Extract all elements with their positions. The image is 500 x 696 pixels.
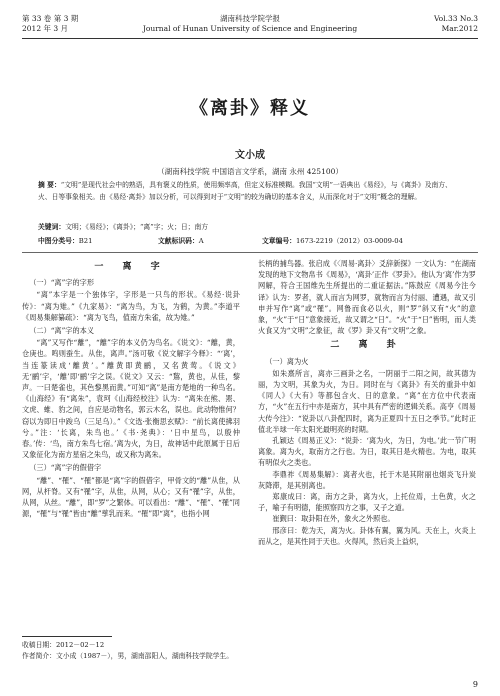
article-author: 文小成	[235, 150, 265, 161]
subsection-heading: （三）“离”字的假借字	[29, 463, 102, 473]
abstract	[38, 180, 462, 203]
header-journal	[22, 14, 478, 34]
keywords-text: 文明；《易经》；《离卦》；“离”字；火；日；南方	[65, 223, 209, 231]
keywords-label: 关键词：	[38, 223, 66, 231]
page-number: 9	[472, 680, 478, 689]
section-heading-2: 二 离 卦	[330, 340, 404, 351]
clc-label: 中图分类号：	[38, 237, 79, 245]
footnotes	[22, 640, 240, 662]
clc-block	[38, 236, 158, 247]
article-id-block	[262, 236, 403, 247]
header-month-year: Mar.2012	[441, 24, 478, 33]
doc-label: 文献标识码：	[158, 237, 199, 245]
body-column-right	[258, 258, 476, 547]
keywords	[38, 222, 462, 233]
author-affiliation: （湖南科技学院 中国语言文学系，湖南 永州 425100）	[157, 167, 343, 176]
doc-block	[158, 236, 262, 247]
body-column-left	[22, 258, 240, 519]
subsection-heading: （一）离为火	[265, 356, 309, 366]
article-title: 《离卦》释义	[190, 98, 310, 119]
paragraph: 李鼎祚《周易集解》：离者火也，托于木是其附丽也烟炎飞升炭灰降滞，是其别离也。	[258, 469, 476, 490]
paragraph: 孔颖达《周易正义》：“说卦：‘离为火，为日，为电。’此一节广明离象。离为火，取南方之行也。为日，取其日是火精也。为电，取其有明似火之类也。	[258, 436, 476, 468]
article-id-value: 1673-2219（2012）03-0009-04	[295, 237, 403, 245]
paragraph: 如朱熹所言，离亦三画卦之名，一阴丽于二阳之间，故其德为丽，为文明，其象为火，为日。同时在与《离卦》有关的重卦中如《同人》《大有》等都包含火、日的意象。“离”在方位中代表南方，“火”在五行中亦是南方，其中具有严密的逻辑关系。高亨《周易大传今注》：“说卦以八卦配四时，离为正夏四十五日之季节。”此时正值北半球一年太阳光最明亮的时期。	[258, 368, 476, 434]
header-date: 2012 年 3 月	[22, 24, 69, 33]
header-journal-cn: 湖南科技学院学报	[220, 14, 280, 23]
header-vol-en	[434, 14, 478, 34]
received-date-note	[22, 640, 240, 651]
header-vol-no: Vol.33 No.3	[433, 14, 478, 23]
author-bio-note	[22, 651, 240, 662]
paragraph: 邢彦曰：乾为天，离为火。卦体有翼，翼为风。天在上，火炎上而从之，是其性同于天也。火得风，然后炎上益炽，	[258, 525, 476, 546]
subsection-heading: （一）“离”字的字形	[29, 278, 95, 288]
classification-line	[38, 236, 462, 247]
paragraph: “离”本字是一个独体字，字形是一只鸟的形状。《易经·说卦传》：“离为雉。”《九家易》：“离为鸟，为飞，为鹤，为黄。”李道平《周易集解纂疏》：“离为飞鸟，值南方朱雀，故为雉。”	[22, 290, 240, 322]
subsection-heading: （二）“离”字的本义	[29, 326, 95, 336]
bio-label: 作者简介：	[22, 652, 56, 660]
doc-value: A	[198, 237, 204, 245]
received-label: 收稿日期：	[22, 641, 56, 649]
received-date: 2012－02－12	[55, 641, 105, 649]
header-divider	[22, 38, 478, 39]
article-id-label: 文章编号：	[262, 237, 296, 245]
paragraph: 崔觐曰：取卦阳在外，象火之外照也。	[272, 514, 395, 524]
section-heading-1: 一 离 字	[94, 262, 168, 272]
paragraph: 长柄的捕鸟器。张启成《〈周易·离卦〉爻辞新探》一文认为：“在湖南发现的地下文物帛书《周易》，‘离卦’正作《罗卦》。他认为‘离’作为罗网解，符合王国维先生所提出的二重证据法。”陈鼓应《周易今注今译》认为：罗者，就人而言为网罗，就物而言为付丽、遭遇，故又引申并写作“离”或“罹”。网鲁而食必以火，则“罗”斜又有“火”的意象，“火”于“日”意象接近，故又谓之“日”。“火”于“日”皆明，而人类火食又为“文明”之象征，故《罗》卦又有“文明”之象。	[258, 259, 476, 336]
bio-text: 文小成（1987－），男，湖南邵阳人，湖南科技学院学生。	[55, 652, 234, 660]
paragraph: “离”又写作“離”，“離”字的本义仍为鸟名。《说文》：“離，黄，仓庚也。鸣则蚕生。从隹，离声。”汤可敬《说文解字今释》：“‘离’，当连篆读成‘離黄’。”離黄即黄鹂，又名黄莺。《说文》无‘鹂’字，‘離’即‘鹂’字之误。《说文》又云：“鵹，黄也，从佳，黎声。一曰楚雀也，其色黎黑而黄。”可知“离”是南方楚地的一种鸟名。《山海经》有“离朱”，袁珂《山海经校注》认为：“离朱在熊、罴、文虎、蜼、豹之间，自应是动物名，郭云木名，误也。此动物惟何？窃以为即日中踆乌（三足乌）。”《文选·张衡思玄赋》：“前长离使拂羽兮。”注：‘长离，朱鸟也。’《书·尧典》：‘日中星鸟，以殷仲春。’传：‘鸟，南方朱鸟七宿。’离为火，为日，故神话中此原属于日后又象征化为南方星宿之朱鸟，或又称为离朱。	[22, 338, 240, 460]
header-journal-en: Journal of Hunan University of Science and Engineering	[142, 24, 358, 33]
clc-value: B21	[78, 237, 93, 245]
abstract-label: 摘 要：	[38, 181, 61, 189]
paragraph: 郑康成曰：离，南方之卦，离为火，上托位焉，土色黄，火之子，喻子有明德，能照察四方之事，又子之道。	[258, 492, 476, 513]
abstract-text: “文明”是现代社会中的熟语，具有褒义的性质，使用频率高，但定义标准模糊。我国“文明”一语典出《易经》，与《离卦》及南方、火、日等事象相关。由《易经·离卦》加以分析，可以得到对于“文明”的较为确切的基本含义，从而深化对于“文明”概念的理解。	[38, 181, 452, 201]
footnote-divider	[22, 636, 112, 637]
header-volume: 第 33 卷 第 3 期	[22, 14, 79, 23]
paragraph: “離”、“罹”、“罹”都是“离”字的假借字，甲骨文的“離”从隹，从网，从杆脊。又有“罹”字，从隹，从网，从心；又有“罹”字，从隹，从网，从丝。“離”，即“罗”之繁体。可以看出：“離”、“罹”、“罹”同源，“罹”与“罹”皆由“離”孳乳而来。“罹”即“离”，也指小网	[22, 475, 240, 519]
abstract-divider	[22, 252, 478, 253]
